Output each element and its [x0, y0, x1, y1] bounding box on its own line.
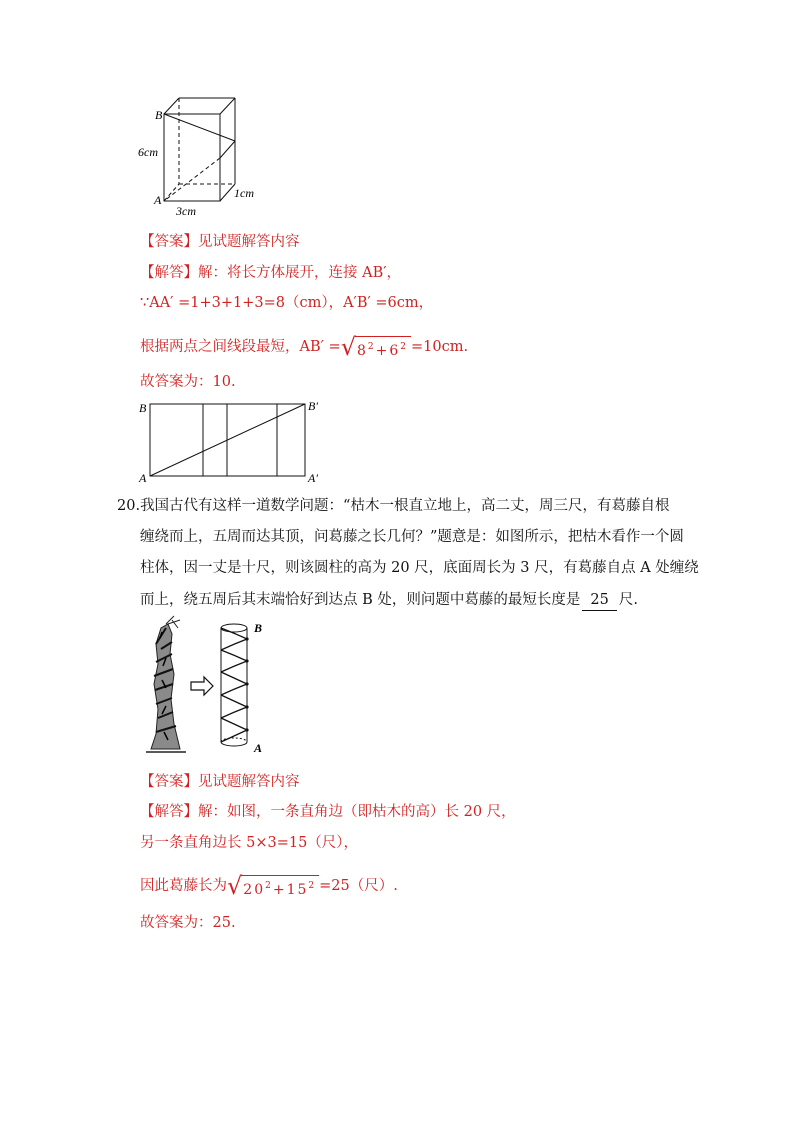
cylinder [221, 624, 247, 746]
label-a: A [139, 471, 147, 485]
cuboid-figure [136, 88, 266, 218]
q20-solution-line-2: 另一条直角边长 5×3=15（尺）， [140, 835, 359, 851]
arrow-icon [191, 677, 213, 695]
q19-final-answer: 故答案为：10. [140, 374, 236, 390]
q20-line-2: 缠绕而上，五周而达其顶，问葛藤之长几何？”题意是：如图所示，把枯木看作一个圆 [140, 529, 684, 545]
unfolded-figure [136, 394, 336, 486]
label-a-prime: A′ [308, 471, 318, 485]
q19-solution-line-2: ∵AA′ =1+3+1+3=8（cm），A′B′ =6cm， [140, 295, 434, 311]
label-b: B [254, 621, 263, 635]
label-b: B [155, 108, 163, 122]
q20-line-4: 而上，绕五周后其末端恰好到达点 B 处，则问题中葛藤的最短长度是 25 尺. [140, 590, 638, 611]
label-height: 6cm [138, 145, 158, 159]
label-a: A [154, 193, 162, 207]
q20-answer-tag: 【答案】见试题解答内容 [140, 774, 300, 790]
q20-line-3: 柱体，因一丈是十尺，则该圆柱的高为 20 尺，底面周长为 3 尺，有葛藤自点 A 处缠绕 [140, 560, 699, 576]
label-depth: 1cm [234, 186, 254, 200]
label-width: 3cm [176, 204, 196, 218]
q20-line-1: 20.我国古代有这样一道数学问题：“枯木一根直立地上，高二丈，周三尺，有葛藤自根 [117, 498, 670, 514]
tree-illustration [146, 616, 186, 752]
label-b: B [139, 401, 147, 415]
q20-solution-line-3: 因此葛藤长为 √ $20^2+15^2$ =25（尺）. [140, 872, 398, 900]
label-a: A [254, 741, 263, 755]
q19-solution-line-3: 根据两点之间线段最短，AB′ = √ $8^2+6^2$ =10cm. [140, 333, 469, 361]
sqrt-expression: √ $20^2+15^2$ [227, 875, 319, 899]
label-b-prime: B′ [308, 399, 318, 413]
sqrt-expression: √ $8^2+6^2$ [341, 336, 411, 360]
q19-solution-line-1: 【解答】解：将长方体展开，连接 AB′， [140, 265, 402, 281]
q20-solution-line-1: 【解答】解：如图，一条直角边（即枯木的高）长 20 尺， [140, 804, 516, 820]
q19-answer-tag: 【答案】见试题解答内容 [140, 234, 300, 250]
tree-cylinder-figure [136, 614, 276, 756]
q20-final-answer: 故答案为：25. [140, 915, 236, 931]
answer-blank: 25 [582, 590, 616, 611]
